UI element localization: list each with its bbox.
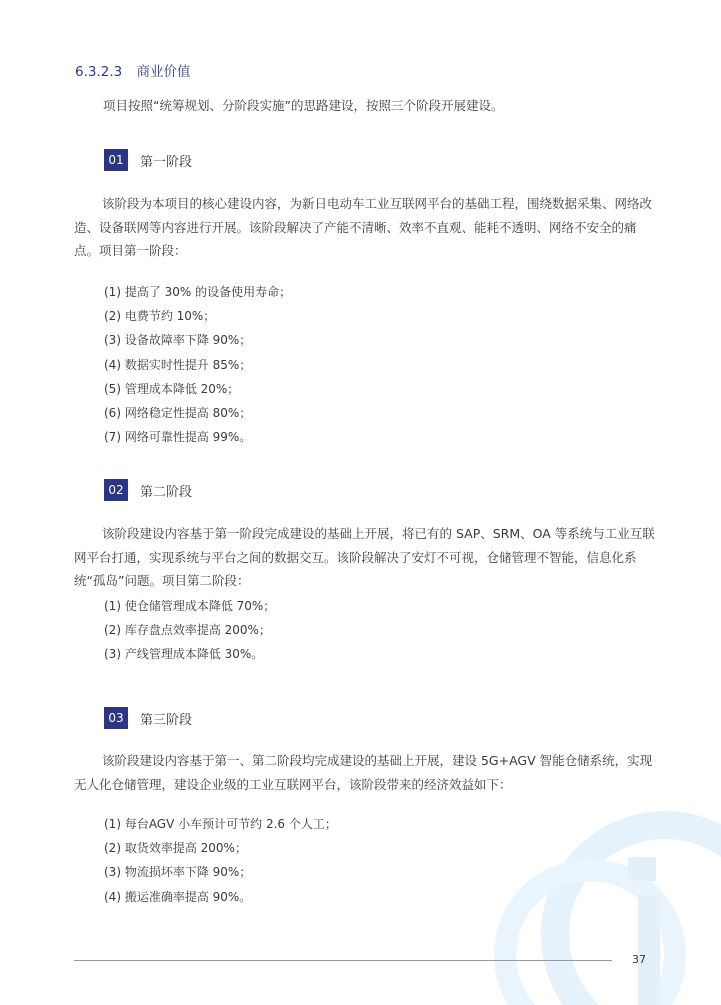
- list-item: (4) 搬运准确率提高 90%。: [104, 889, 252, 904]
- list-item: (4) 数据实时性提升 85%；: [104, 357, 252, 372]
- stage-title: 第一阶段: [140, 154, 193, 170]
- stage-2-description: 该阶段建设内容基于第一阶段完成建设的基础上开展，将已有的 SAP、SRM、OA 等系统与工业互联网平台打通，实现系统与平台之间的数据交互。该阶段解决了安灯不可视，仓储管理不智能，信息化系统“孤岛”问题。项目第二阶段：: [74, 526, 655, 588]
- stage-3-header: [104, 707, 192, 729]
- list-item: (1) 提高了 30% 的设备使用寿命；: [104, 285, 292, 299]
- intro-paragraph: 项目按照“统筹规划、分阶段实施”的思路建设，按照三个阶段开展建设。: [103, 98, 504, 113]
- list-item: (3) 物流损坏率下降 90%；: [104, 865, 252, 880]
- list-item: (5) 管理成本降低 20%；: [104, 381, 240, 396]
- stage-badge: 01: [104, 149, 128, 171]
- stage-3-description: 该阶段建设内容基于第一、第二阶段均完成建设的基础上开展，建设 5G+AGV 智能仓储系统，实现无人化仓储管理，建设企业级的工业互联网平台，该阶段带来的经济效益如下：: [74, 753, 653, 792]
- list-item: (2) 电费节约 10%；: [104, 309, 216, 324]
- section-number: 6.3.2.3: [75, 64, 123, 80]
- stage-title: 第三阶段: [140, 712, 193, 728]
- stage-title: 第二阶段: [140, 484, 193, 500]
- stage-1-list: [104, 280, 291, 449]
- list-item: (7) 网络可靠性提高 99%。: [104, 430, 252, 445]
- list-item: (2) 库存盘点效率提高 200%；: [104, 623, 271, 638]
- section-heading: [75, 60, 191, 80]
- list-item: (3) 产线管理成本降低 30%。: [104, 647, 264, 662]
- list-item: (1) 每台AGV 小车预计可节约 2.6 个人工；: [104, 817, 337, 831]
- watermark-logo: [470, 805, 721, 1005]
- stage-badge: 02: [104, 479, 128, 501]
- list-item: (3) 设备故障率下降 90%；: [104, 333, 252, 348]
- footer-divider: [74, 960, 612, 961]
- list-item: (2) 取货效率提高 200%；: [104, 841, 247, 856]
- section-title: 商业价值: [136, 64, 191, 80]
- stage-1-header: [104, 149, 192, 171]
- stage-3-list: [104, 812, 337, 909]
- list-item: (6) 网络稳定性提高 80%；: [104, 405, 252, 420]
- stage-2-header: [104, 479, 192, 501]
- stage-1-description: 该阶段为本项目的核心建设内容，为新日电动车工业互联网平台的基础工程，围绕数据采集、网络改造、设备联网等内容进行开展。该阶段解决了产能不清晰、效率不直观、能耗不透明、网络不安全的痛点。项目第一阶段：: [74, 196, 653, 258]
- stage-badge: 03: [104, 707, 128, 729]
- page-number: 37: [632, 953, 646, 966]
- list-item: (1) 使仓储管理成本降低 70%；: [104, 599, 276, 613]
- stage-2-list: [104, 594, 275, 667]
